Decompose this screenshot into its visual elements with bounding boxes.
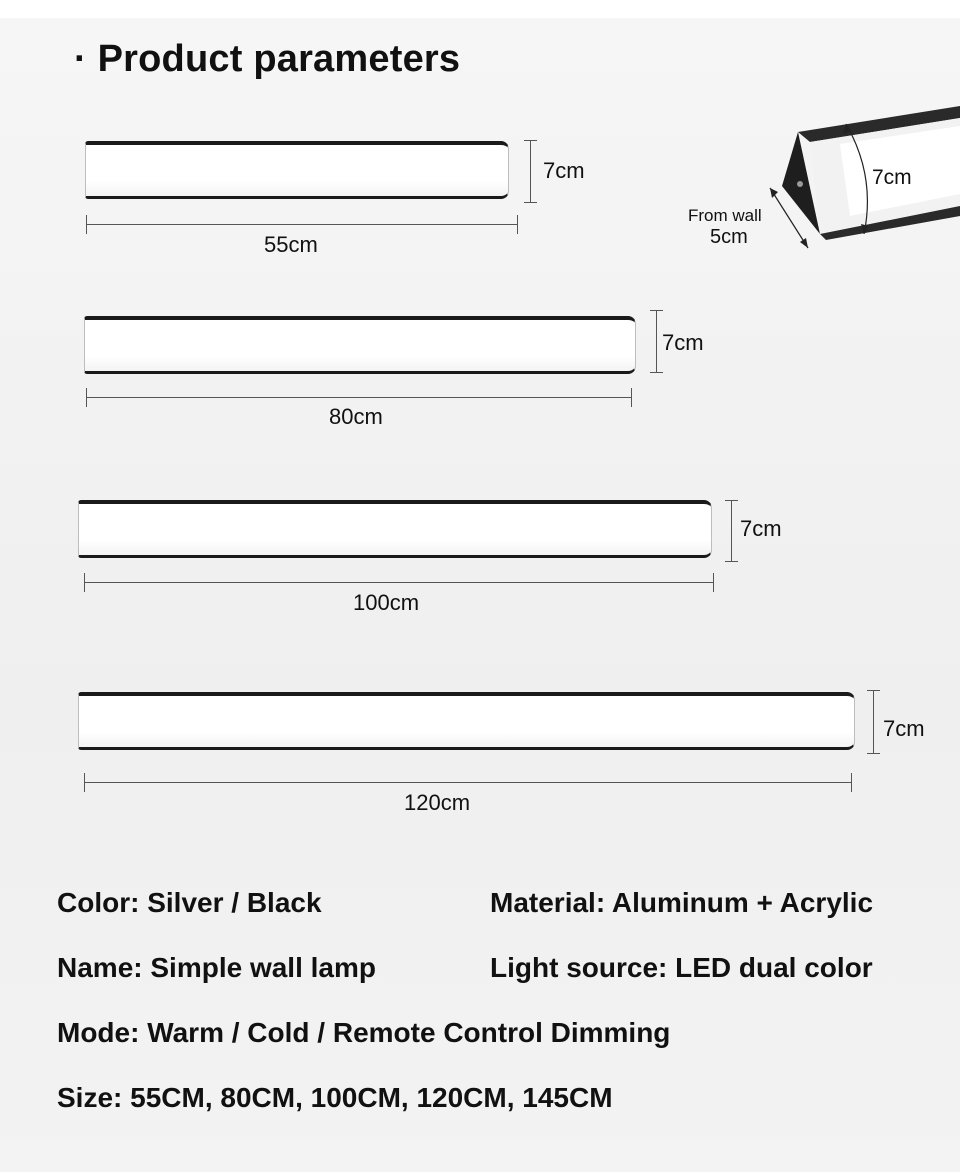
length-label: 120cm — [404, 790, 471, 815]
profile-wall-label-line2: 5cm — [710, 226, 748, 248]
top-band — [0, 0, 960, 18]
profile-height-label: 7cm — [872, 166, 912, 189]
height-label: 7cm — [662, 330, 704, 355]
spec-light-source: Light source: LED dual color — [490, 952, 873, 983]
length-dimension-line — [84, 782, 852, 783]
spec-material: Material: Aluminum + Acrylic — [490, 887, 874, 918]
length-label: 80cm — [329, 404, 383, 429]
height-label: 7cm — [883, 716, 925, 741]
screw-icon — [797, 181, 803, 187]
lamp-profile-diagram — [680, 96, 960, 266]
height-dimension-line — [731, 500, 732, 561]
height-label: 7cm — [543, 158, 585, 183]
profile-wall-label-line1: From wall — [688, 206, 762, 225]
height-dimension-line — [873, 690, 874, 753]
spec-color: Color: Silver / Black — [57, 887, 322, 918]
length-dimension-line — [84, 582, 714, 583]
height-label: 7cm — [740, 516, 782, 541]
page-title: · Product parameters — [74, 38, 461, 80]
length-dimension-line — [86, 224, 518, 225]
length-dimension-line — [86, 397, 632, 398]
length-label: 100cm — [353, 590, 420, 615]
spec-mode: Mode: Warm / Cold / Remote Control Dimming — [57, 1017, 671, 1048]
length-label: 55cm — [264, 232, 318, 257]
spec-size: Size: 55CM, 80CM, 100CM, 120CM, 145CM — [57, 1082, 613, 1113]
height-dimension-line — [656, 310, 657, 372]
spec-name: Name: Simple wall lamp — [57, 952, 376, 983]
height-dimension-line — [530, 140, 531, 202]
